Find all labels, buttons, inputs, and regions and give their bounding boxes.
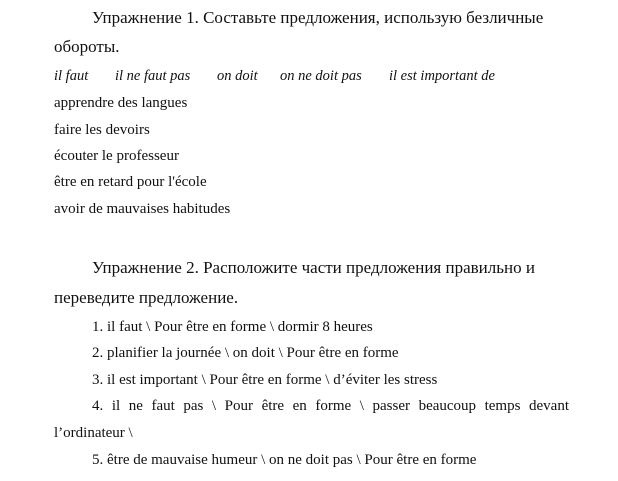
exercise2-item: 3. il est important \ Pour être en forme \ d’éviter les stress: [92, 372, 438, 388]
exercise2-item: 1. il faut \ Pour être en forme \ dormir 8 heures: [92, 319, 373, 335]
phrase-item: avoir de mauvaises habitudes: [54, 201, 231, 217]
exercise2-item: 4. il ne faut pas \ Pour être en forme \ passer beaucoup temps devant: [92, 398, 569, 414]
expression-item: il faut: [54, 68, 89, 84]
phrase-item: faire les devoirs: [54, 122, 150, 138]
exercise2-heading-line1: Упражнение 2. Расположите части предложения правильно и: [92, 258, 535, 277]
expression-item: on ne doit pas: [280, 68, 362, 84]
exercise2-heading-line2: переведите предложение.: [54, 288, 239, 307]
exercise1-heading-line2: обороты.: [54, 37, 120, 56]
exercise2-item: 5. être de mauvaise humeur \ on ne doit pas \ Pour être en forme: [92, 452, 477, 468]
phrase-item: écouter le professeur: [54, 148, 179, 164]
exercise2-item: 2. planifier la journée \ on doit \ Pour être en forme: [92, 345, 399, 361]
phrase-item: apprendre des langues: [54, 95, 188, 111]
expression-item: il ne faut pas: [115, 68, 191, 84]
expression-item: on doit: [217, 68, 258, 84]
phrase-item: être en retard pour l'école: [54, 174, 207, 190]
expression-item: il est important de: [389, 68, 495, 84]
exercise2-item-continuation: l’ordinateur \: [54, 425, 133, 441]
exercise1-heading-line1: Упражнение 1. Составьте предложения, использую безличные: [92, 8, 544, 27]
